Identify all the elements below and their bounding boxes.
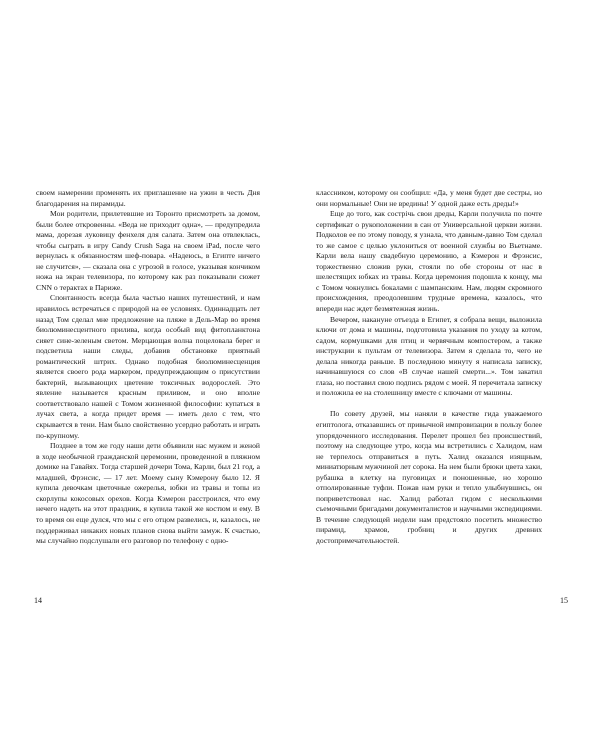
page-number: 14 [34, 596, 42, 605]
paragraph: Еще до того, как сострічь свои дреды, Карли получила по почте сертификат о рукоположении в сан от Универсальной церкви жизни. Подколов ее по этому поводу, я узнала, что давным-давно Том сделал то же самое с целью уклониться от военной службы во Вьетнаме. Карли вела нашу свадебную церемонию, а Кэмерон и Фрэнсис, торжественно сложив руки, стояли по обе стороны от нас в шелестящих юбках из травы. Когда церемония подошла к концу, мы с Томом чокнулись бокалами с шампанским. Нам, людям скромного происхождения, преодолевшим трудные времена, казалось, что впереди нас ждет безмятежная жизнь. [316, 209, 542, 314]
paragraph: своем намерении променять их приглашение на ужин в честь Дня благодарения на пирамиды. [36, 188, 260, 208]
right-page-text [316, 188, 542, 547]
right-page [300, 0, 600, 750]
left-page-text [36, 188, 260, 547]
paragraph: По совету друзей, мы наняли в качестве гида уважаемого египтолога, отказавшись от привычной импровизации в пользу более упорядоченного исследования. Перелет прошел без происшествий, поэтому на следующее утро, когда мы встретились с Халидом, нам не терпелось отправиться в путь. Халид оказался изящным, миниатюрным мужчиной лет сорока. На нем были брюки цвета хаки, рубашка в клетку на пуговицах и поношенные, но хорошо отполированные туфли. Пожав нам руки и тепло улыбнувшись, он поприветствовал нас. Халид работал гидом с несколькими съемочными бригадами документалистов и научными экспедициями. В течение следующей недели нам предстояло посетить множество пирамид, храмов, гробниц и других древних достопримечательностей. [316, 409, 542, 545]
paragraph: Мои родители, прилетевшие из Торонто присмотреть за домом, были более откровенны. «Веда не приходит одна», — предупредила мама, дорезая луковицу фенхеля для салата. Затем она отвлеклась, чтобы сыграть в игру Candy Crush Saga на своем iPad, после чего вернулась к обязанностям шеф-повара. «Надеюсь, в Египте ничего не случится», — сказала она с угрозой в голосе, указывая кончиком ножа на экран телевизора, по которому как раз показывали сюжет CNN о терактах в Париже. [36, 209, 260, 292]
paragraph: классником, которому он сообщил: «Да, у меня будет две сестры, но они нормальные! Они не вредины! У одной даже есть дреды!» [316, 188, 542, 208]
paragraph: Вечером, накануне отъезда в Египет, я собрала вещи, выложила ключи от дома и машины, подготовила указания по уходу за котом, садом, кормушками для птиц и червячным компостером, а также инструкции к пультам от телевизора. Затем я сделала то, чего не делала никогда раньше. В последнюю минуту я написала записку, начинавшуюся со слов «В случае нашей смерти...». Том закатил глаза, но поставил свою подпись рядом с моей. Я перечитала записку и положила ее на столешницу вместе с ключами от машины. [316, 314, 542, 398]
paragraph: Позднее в том же году наши дети объявили нас мужем и женой в ходе необычной гражданской церемонии, проведенной в пляжном домике на Гавайях. Тогда старшей дочери Тома, Карли, был 21 год, а младшей, Фрэнсис, — 17 лет. Моему сыну Кэмерону было 12. Я купила девочкам цветочные ожерелья, юбки из травы и топы из скорлупы кокосовых орехов. Когда Кэмерон расстроился, что ему нечего надеть на этот праздник, я купила такой же костюм и ему. В то время он еще дулся, что мы с его отцом развелись, и, казалось, не поддерживал никаких новых планов снова выйти замуж. К счастью, мы случайно подслушали его разговор по телефону с одно- [36, 441, 260, 546]
page-number: 15 [560, 596, 568, 605]
paragraph: Спонтанность всегда была частью наших путешествий, и нам нравилось встречаться с природой на ее условиях. Одиннадцать лет назад Том сделал мне предложение на пляже в Дель-Мар во время биолюминесцентного прилива, когда особый вид фитопланктона сияет сине-зеленым светом. Мерцающая волна поцеловала берег и подсветила наши следы, добавив обстановке приятный романтический штрих. Однако подобная биолюминесценция является своего рода маркером, предупреждающим о присутствии бактерий, вызывающих цветение токсичных водорослей. Это явление называется красным приливом, и оно вполне соответствовало нашей с Томом жизненной философии: купаться в лучах света, а когда придет время — иметь дело с тем, что скрывается в тени. Нам было свойственно усердно работать и играть по-крупному. [36, 293, 260, 440]
